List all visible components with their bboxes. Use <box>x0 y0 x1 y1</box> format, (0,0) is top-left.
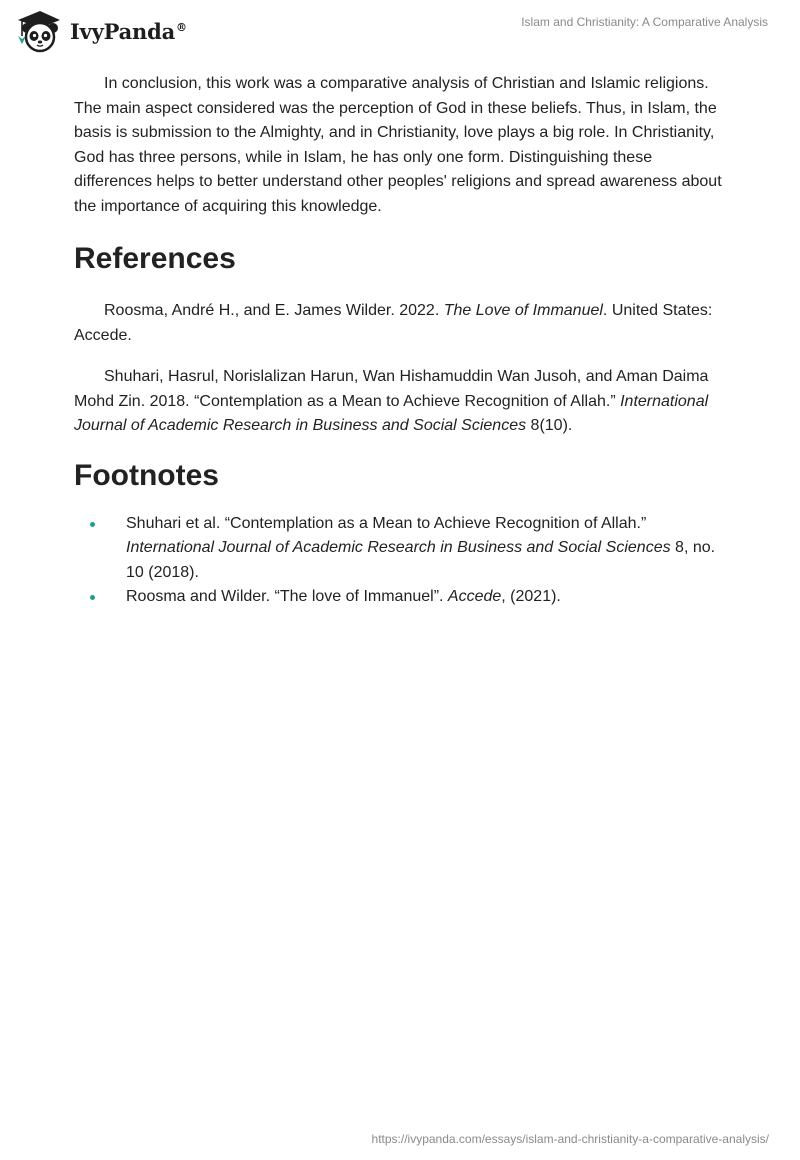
footnote-item: Roosma and Wilder. “The love of Immanuel”. Accede, (2021). <box>74 585 734 610</box>
footnote-item: Shuhari et al. “Contemplation as a Mean to Achieve Recognition of Allah.” International Journal of Academic Research in Business and Social Sciences 8, no. 10 (2018). <box>74 512 734 586</box>
panda-graduate-icon <box>14 8 62 54</box>
bullet-icon <box>90 522 95 527</box>
source-url[interactable]: https://ivypanda.com/essays/islam-and-christianity-a-comparative-analysis/ <box>371 1132 769 1146</box>
reference-item: Roosma, André H., and E. James Wilder. 2022. The Love of Immanuel. United States: Accede. <box>74 302 713 344</box>
bullet-icon <box>90 595 95 600</box>
reference-item: Shuhari, Hasrul, Norislalizan Harun, Wan Hishamuddin Wan Jusoh, and Aman Daima Mohd Zin. 2018. “Contemplation as a Mean to Achieve Recognition of Allah.” International Journal of Academic Research in Business and Social Sciences 8(10). <box>74 368 709 434</box>
brand-name: IvyPanda® <box>70 18 187 44</box>
footnotes-list <box>74 512 734 610</box>
page-header <box>0 0 800 64</box>
conclusion-paragraph: In conclusion, this work was a comparative analysis of Christian and Islamic religions. The main aspect considered was the perception of God in these beliefs. Thus, in Islam, the basis is submission to the Almighty, and in Christianity, love plays a big role. In Christianity, God has three persons, while in Islam, he has only one form. Distinguishing these differences helps to better understand other peoples' religions and spread awareness about the importance of acquiring this knowledge. <box>74 75 722 215</box>
references-heading: References <box>74 242 236 275</box>
ivypanda-logo[interactable] <box>14 8 187 54</box>
footnotes-heading: Footnotes <box>74 458 219 492</box>
document-title: Islam and Christianity: A Comparative Analysis <box>521 15 768 29</box>
document-content <box>74 72 734 610</box>
